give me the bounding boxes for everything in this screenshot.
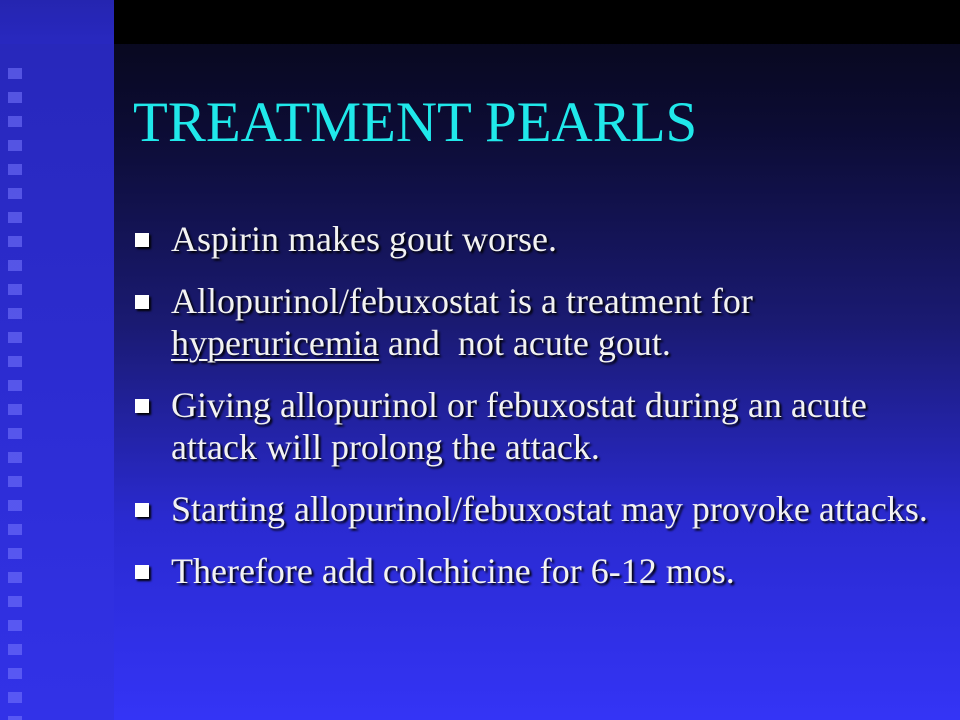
bullet-list [134,218,934,612]
bullet-text-continued: and not acute gout. [378,323,671,363]
bullet-item [134,550,934,592]
left-decorative-bar [0,0,114,720]
bullet-item [134,384,934,468]
bullet-item [134,488,934,530]
top-dark-band [0,0,960,44]
bullet-text: Giving allopurinol or febuxostat during an acute attack will prolong the attack. [171,385,867,467]
slide-title: TREATMENT PEARLS [133,91,698,154]
bullet-text: Aspirin makes gout worse. [171,219,557,259]
bullet-item [134,218,934,260]
square-bullet-icon [135,233,149,247]
square-bullet-icon [135,399,149,413]
bullet-text: Allopurinol/febuxostat is a treatment for [171,281,753,321]
bullet-text: Starting allopurinol/febuxostat may provoke attacks. [171,489,928,529]
square-bullet-icon [135,565,149,579]
square-bullet-icon [135,295,149,309]
left-bar-top [0,0,114,44]
bullet-text: Therefore add colchicine for 6-12 mos. [171,551,735,591]
square-pattern-decoration [8,68,22,720]
underlined-term: hyperuricemia [171,323,379,363]
square-bullet-icon [135,503,149,517]
bullet-item [134,280,934,364]
